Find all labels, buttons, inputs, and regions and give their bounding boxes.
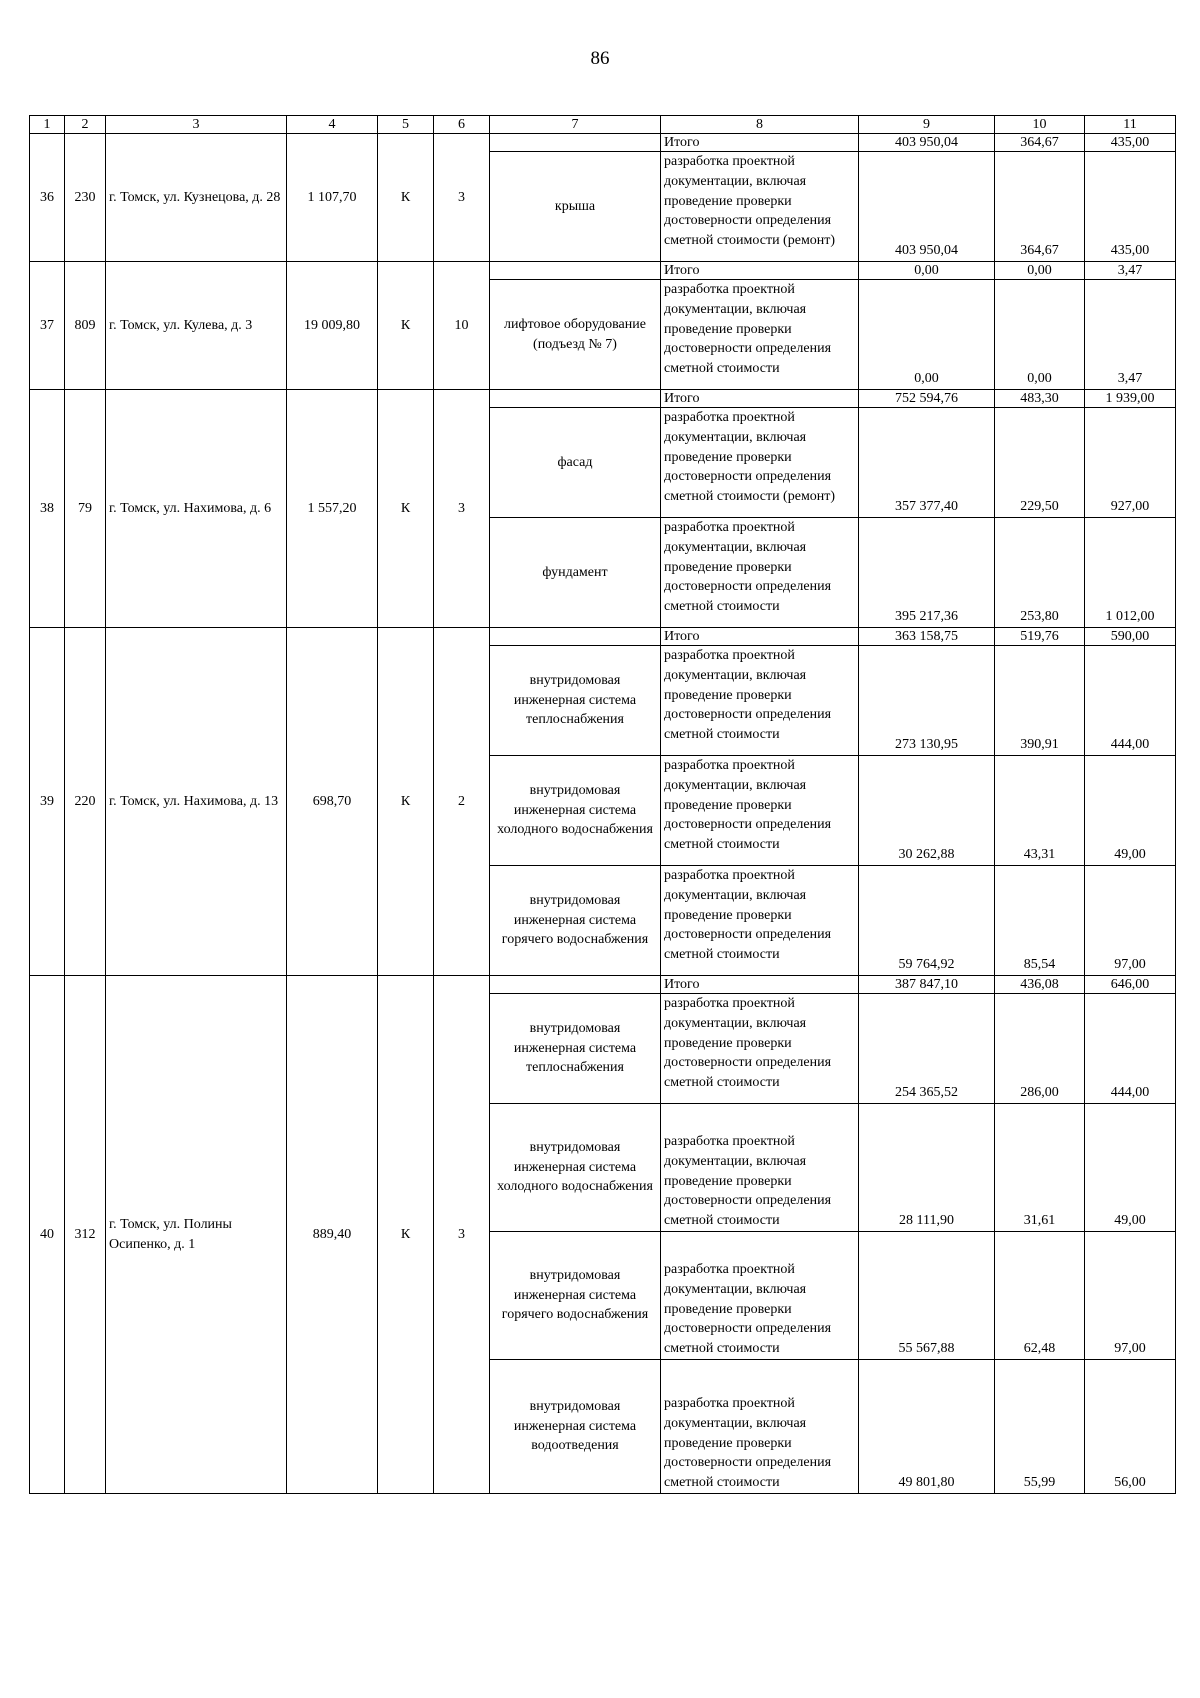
subtotal-cost: 752 594,76 — [859, 390, 995, 408]
cost-limit: 444,00 — [1085, 646, 1176, 756]
cost: 254 365,52 — [859, 994, 995, 1104]
row-number: 38 — [30, 390, 65, 628]
cost: 273 130,95 — [859, 646, 995, 756]
subtotal-limit: 646,00 — [1085, 976, 1176, 994]
empty-cell — [490, 976, 661, 994]
column-number: 1 — [30, 116, 65, 134]
cost-per-m2: 43,31 — [995, 756, 1085, 866]
subtotal-cost: 403 950,04 — [859, 134, 995, 152]
subtotal-limit: 3,47 — [1085, 262, 1176, 280]
subtotal-label: Итого — [661, 134, 859, 152]
column-number: 7 — [490, 116, 661, 134]
structural-element: лифтовое оборудование (подъезд № 7) — [490, 280, 661, 390]
address: г. Томск, ул. Нахимова, д. 13 — [106, 628, 287, 976]
column-number: 4 — [287, 116, 378, 134]
cost-limit: 97,00 — [1085, 866, 1176, 976]
area: 889,40 — [287, 976, 378, 1494]
cost: 0,00 — [859, 280, 995, 390]
cost: 28 111,90 — [859, 1104, 995, 1232]
row-number: 36 — [30, 134, 65, 262]
subtotal-per-m2: 483,30 — [995, 390, 1085, 408]
row-number: 39 — [30, 628, 65, 976]
subtotal-label: Итого — [661, 262, 859, 280]
table-body — [30, 116, 1176, 1494]
row-number: 37 — [30, 262, 65, 390]
address: г. Томск, ул. Нахимова, д. 6 — [106, 390, 287, 628]
house-id: 220 — [65, 628, 106, 976]
subtotal-per-m2: 519,76 — [995, 628, 1085, 646]
cost-per-m2: 390,91 — [995, 646, 1085, 756]
column-number: 3 — [106, 116, 287, 134]
cost-limit: 3,47 — [1085, 280, 1176, 390]
cost-limit: 56,00 — [1085, 1360, 1176, 1494]
structural-element: внутридомовая инженерная система водоотведения — [490, 1360, 661, 1494]
page-number: 86 — [590, 48, 610, 69]
cost-per-m2: 229,50 — [995, 408, 1085, 518]
column-number: 6 — [434, 116, 490, 134]
subtotal-cost: 387 847,10 — [859, 976, 995, 994]
empty-cell — [490, 134, 661, 152]
subtotal-label: Итого — [661, 628, 859, 646]
address: г. Томск, ул. Кузнецова, д. 28 — [106, 134, 287, 262]
work-description: разработка проектной документации, включая проведение проверки достоверности определения сметной стоимости — [661, 866, 859, 976]
cost: 55 567,88 — [859, 1232, 995, 1360]
area: 698,70 — [287, 628, 378, 976]
area: 19 009,80 — [287, 262, 378, 390]
cost-per-m2: 0,00 — [995, 280, 1085, 390]
subtotal-row — [30, 390, 1176, 408]
area: 1 557,20 — [287, 390, 378, 628]
cost-limit: 49,00 — [1085, 756, 1176, 866]
work-description: разработка проектной документации, включая проведение проверки достоверности определения сметной стоимости (ремонт) — [661, 152, 859, 262]
cost-per-m2: 62,48 — [995, 1232, 1085, 1360]
subtotal-cost: 0,00 — [859, 262, 995, 280]
area: 1 107,70 — [287, 134, 378, 262]
empty-cell — [490, 262, 661, 280]
house-type: К — [378, 262, 434, 390]
column-number: 8 — [661, 116, 859, 134]
work-description: разработка проектной документации, включая проведение проверки достоверности определения сметной стоимости — [661, 646, 859, 756]
structural-element: внутридомовая инженерная система холодного водоснабжения — [490, 1104, 661, 1232]
subtotal-limit: 435,00 — [1085, 134, 1176, 152]
subtotal-row — [30, 134, 1176, 152]
subtotal-per-m2: 436,08 — [995, 976, 1085, 994]
work-description: разработка проектной документации, включая проведение проверки достоверности определения сметной стоимости — [661, 518, 859, 628]
cost: 49 801,80 — [859, 1360, 995, 1494]
cost-per-m2: 85,54 — [995, 866, 1085, 976]
floors: 3 — [434, 134, 490, 262]
column-number: 2 — [65, 116, 106, 134]
cost-per-m2: 55,99 — [995, 1360, 1085, 1494]
subtotal-row — [30, 262, 1176, 280]
structural-element: внутридомовая инженерная система теплоснабжения — [490, 994, 661, 1104]
structural-element: фасад — [490, 408, 661, 518]
column-number: 11 — [1085, 116, 1176, 134]
house-id: 230 — [65, 134, 106, 262]
floors: 10 — [434, 262, 490, 390]
house-type: К — [378, 976, 434, 1494]
house-type: К — [378, 390, 434, 628]
house-id: 79 — [65, 390, 106, 628]
structural-element: крыша — [490, 152, 661, 262]
cost-per-m2: 364,67 — [995, 152, 1085, 262]
subtotal-label: Итого — [661, 390, 859, 408]
cost: 59 764,92 — [859, 866, 995, 976]
column-number-row — [30, 116, 1176, 134]
address: г. Томск, ул. Полины Осипенко, д. 1 — [106, 976, 287, 1494]
floors: 3 — [434, 390, 490, 628]
work-description: разработка проектной документации, включая проведение проверки достоверности определения сметной стоимости — [661, 1104, 859, 1232]
cost-limit: 49,00 — [1085, 1104, 1176, 1232]
row-number: 40 — [30, 976, 65, 1494]
subtotal-limit: 1 939,00 — [1085, 390, 1176, 408]
subtotal-cost: 363 158,75 — [859, 628, 995, 646]
house-type: К — [378, 628, 434, 976]
subtotal-row — [30, 628, 1176, 646]
floors: 3 — [434, 976, 490, 1494]
house-id: 312 — [65, 976, 106, 1494]
cost-limit: 927,00 — [1085, 408, 1176, 518]
address: г. Томск, ул. Кулева, д. 3 — [106, 262, 287, 390]
cost-per-m2: 286,00 — [995, 994, 1085, 1104]
structural-element: внутридомовая инженерная система горячего водоснабжения — [490, 1232, 661, 1360]
cost-limit: 435,00 — [1085, 152, 1176, 262]
cost: 30 262,88 — [859, 756, 995, 866]
subtotal-label: Итого — [661, 976, 859, 994]
capital-repair-table — [29, 115, 1176, 1494]
house-id: 809 — [65, 262, 106, 390]
cost-per-m2: 31,61 — [995, 1104, 1085, 1232]
column-number: 5 — [378, 116, 434, 134]
structural-element: внутридомовая инженерная система теплоснабжения — [490, 646, 661, 756]
empty-cell — [490, 390, 661, 408]
empty-cell — [490, 628, 661, 646]
work-description: разработка проектной документации, включая проведение проверки достоверности определения сметной стоимости — [661, 1232, 859, 1360]
subtotal-per-m2: 0,00 — [995, 262, 1085, 280]
column-number: 10 — [995, 116, 1085, 134]
cost-limit: 97,00 — [1085, 1232, 1176, 1360]
work-description: разработка проектной документации, включая проведение проверки достоверности определения сметной стоимости — [661, 280, 859, 390]
cost: 395 217,36 — [859, 518, 995, 628]
work-description: разработка проектной документации, включая проведение проверки достоверности определения сметной стоимости — [661, 994, 859, 1104]
work-description: разработка проектной документации, включая проведение проверки достоверности определения сметной стоимости — [661, 756, 859, 866]
cost-per-m2: 253,80 — [995, 518, 1085, 628]
cost: 357 377,40 — [859, 408, 995, 518]
cost: 403 950,04 — [859, 152, 995, 262]
column-number: 9 — [859, 116, 995, 134]
subtotal-limit: 590,00 — [1085, 628, 1176, 646]
structural-element: внутридомовая инженерная система горячего водоснабжения — [490, 866, 661, 976]
structural-element: внутридомовая инженерная система холодного водоснабжения — [490, 756, 661, 866]
cost-limit: 444,00 — [1085, 994, 1176, 1104]
work-description: разработка проектной документации, включая проведение проверки достоверности определения сметной стоимости (ремонт) — [661, 408, 859, 518]
house-type: К — [378, 134, 434, 262]
work-description: разработка проектной документации, включая проведение проверки достоверности определения сметной стоимости — [661, 1360, 859, 1494]
subtotal-row — [30, 976, 1176, 994]
floors: 2 — [434, 628, 490, 976]
structural-element: фундамент — [490, 518, 661, 628]
cost-limit: 1 012,00 — [1085, 518, 1176, 628]
subtotal-per-m2: 364,67 — [995, 134, 1085, 152]
